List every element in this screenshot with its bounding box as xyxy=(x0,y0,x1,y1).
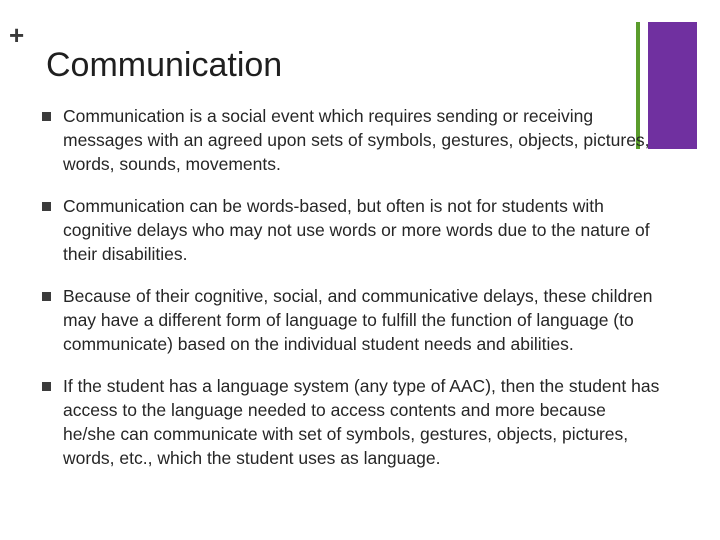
slide-title: Communication xyxy=(46,46,283,84)
square-bullet-icon xyxy=(42,112,51,121)
square-bullet-icon xyxy=(42,292,51,301)
bullet-item xyxy=(40,104,660,176)
square-bullet-icon xyxy=(42,382,51,391)
bullet-item xyxy=(40,194,660,266)
plus-decoration: + xyxy=(9,20,25,50)
bullet-item xyxy=(40,374,660,470)
bullet-text: Communication can be words-based, but often is not for students with cognitive delays who may not use words or more words due to the nature of their disabilities. xyxy=(63,196,650,264)
bullet-text: Because of their cognitive, social, and communicative delays, these children may have a different form of language to fulfill the function of language (to communicate) based on the individual student needs and abilities. xyxy=(63,286,653,354)
bullet-text: If the student has a language system (any type of AAC), then the student has access to the language needed to access contents and more because he/she can communicate with set of symbols, gestures, objects, pictures, words, etc., which the student uses as language. xyxy=(63,376,660,468)
bullet-list xyxy=(40,104,660,470)
square-bullet-icon xyxy=(42,202,51,211)
bullet-item xyxy=(40,284,660,356)
bullet-text: Communication is a social event which requires sending or receiving messages with an agreed upon sets of symbols, gestures, objects, pictures, words, sounds, movements. xyxy=(63,106,650,174)
